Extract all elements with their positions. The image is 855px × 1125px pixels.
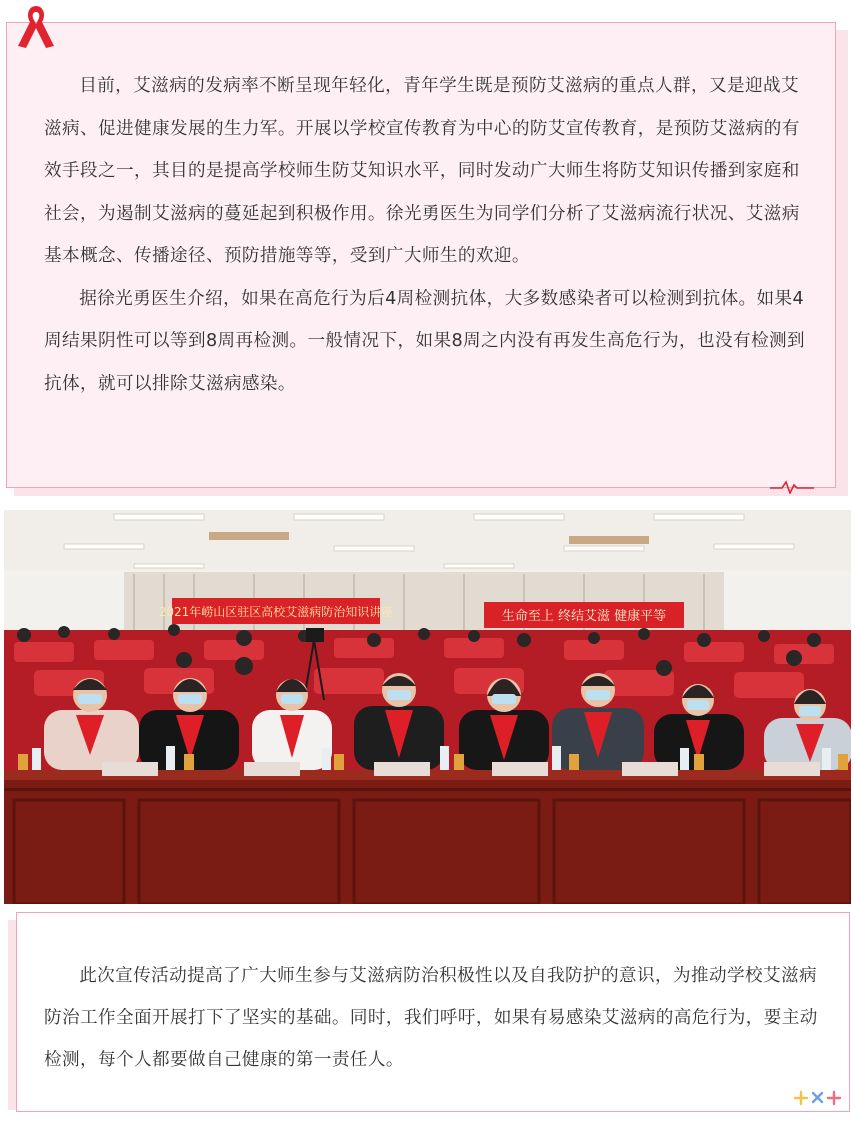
paragraph: 目前，艾滋病的发病率不断呈现年轻化，青年学生既是预防艾滋病的重点人群，又是迎战艾滋病、促进健康发展的生力军。开展以学校宣传教育为中心的防艾宣传教育，是预防艾滋病的有效手段之一，其目的是提高学校师生防艾知识水平，同时发动广大师生将防艾知识传播到家庭和社会，为遏制艾滋病的蔓延起到积极作用。徐光勇医生为同学们分析了艾滋病流行状况、艾滋病基本概念、传播途径、预防措施等等，受到广大师生的欢迎。: [44, 76, 800, 266]
heartbeat-line-icon: [770, 480, 814, 494]
event-photo: [4, 510, 851, 904]
article-body-top: [44, 65, 814, 405]
paragraph: 据徐光勇医生介绍，如果在高危行为后4周检测抗体，大多数感染者可以检测到抗体。如果4周结果阴性可以等到8周再检测。一般情况下，如果8周之内没有再发生高危行为，也没有检测到抗体，就可以排除艾滋病感染。: [44, 288, 805, 394]
banner-right-text: 生命至上 终结艾滋 健康平等: [501, 609, 667, 624]
plus-times-plus-icon: [793, 1090, 843, 1106]
article-body-bottom: [44, 955, 824, 1081]
lecture-hall-scene: [4, 510, 851, 904]
red-ribbon-icon: [10, 2, 62, 50]
banner-left-text: 2021年崂山区驻区高校艾滋病防治知识讲座: [158, 605, 394, 619]
paragraph: 此次宣传活动提高了广大师生参与艾滋病防治积极性以及自我防护的意识，为推动学校艾滋病防治工作全面开展打下了坚实的基础。同时，我们呼吁，如果有易感染艾滋病的高危行为，要主动检测，每个人都要做自己健康的第一责任人。: [44, 966, 818, 1070]
